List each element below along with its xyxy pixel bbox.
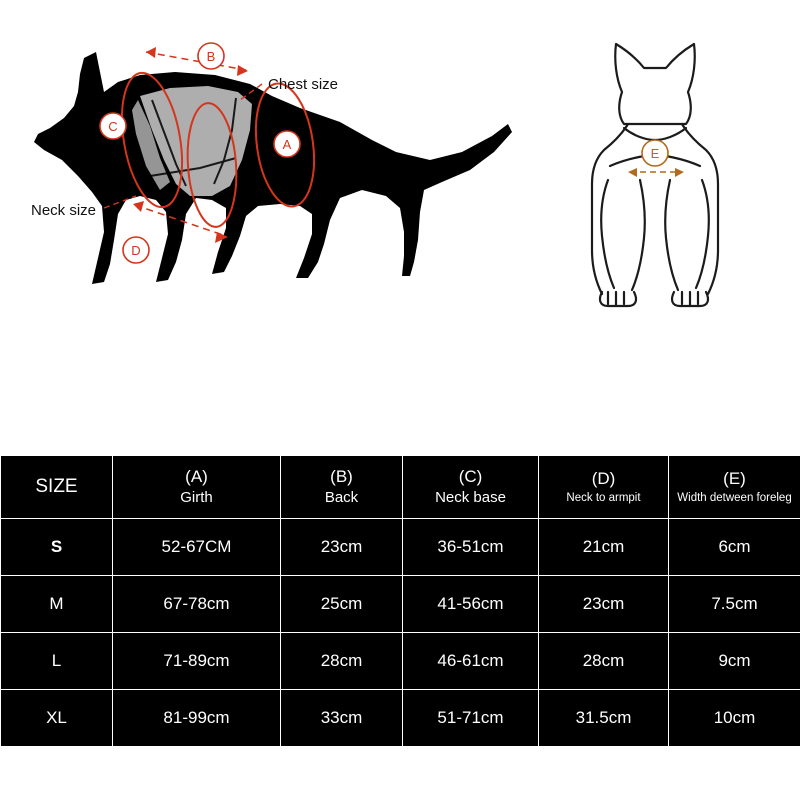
neck-size-callout: Neck size — [31, 202, 97, 219]
chest-size-callout: Chest size — [268, 76, 339, 93]
table-body — [1, 519, 800, 747]
marker-b — [198, 43, 224, 69]
cell-neck-base: 41-56cm — [403, 576, 539, 633]
header-cell-c — [403, 456, 539, 519]
header-a-name: Girth — [180, 489, 213, 507]
cell-back: 25cm — [281, 576, 403, 633]
header-cell-d — [539, 456, 669, 519]
size-table — [0, 455, 800, 747]
header-c-name: Neck base — [435, 489, 506, 507]
arrow-head-b-left — [146, 47, 156, 58]
cell-width-between-foreleg: 7.5cm — [669, 576, 800, 633]
row-size-label: S — [1, 519, 113, 576]
header-size-label: SIZE — [35, 476, 78, 498]
marker-e — [642, 140, 668, 166]
header-d-code: (D) — [591, 469, 616, 489]
cell-width-between-foreleg: 10cm — [669, 690, 800, 747]
table-row — [1, 576, 800, 633]
header-cell-e — [669, 456, 800, 519]
marker-d — [123, 237, 149, 263]
marker-a — [274, 131, 300, 157]
row-size-label: L — [1, 633, 113, 690]
row-size-label: M — [1, 576, 113, 633]
cell-width-between-foreleg: 9cm — [669, 633, 800, 690]
svg-text:B: B — [206, 49, 216, 64]
cell-neck-base: 36-51cm — [403, 519, 539, 576]
cell-girth: 52-67CM — [113, 519, 281, 576]
cell-neck-to-armpit: 23cm — [539, 576, 669, 633]
table-row — [1, 519, 800, 576]
arrow-head-d-left — [133, 201, 144, 212]
cell-width-between-foreleg: 6cm — [669, 519, 800, 576]
header-b-code: (B) — [330, 467, 353, 486]
header-c-code: (C) — [458, 467, 483, 486]
cell-back: 28cm — [281, 633, 403, 690]
measure-arrow-b — [146, 52, 246, 70]
row-size-label: XL — [1, 690, 113, 747]
svg-text:C: C — [108, 119, 118, 134]
svg-text:D: D — [131, 243, 141, 258]
cell-girth: 81-99cm — [113, 690, 281, 747]
cell-neck-to-armpit: 21cm — [539, 519, 669, 576]
cell-neck-to-armpit: 31.5cm — [539, 690, 669, 747]
header-d-name: Neck to armpit — [566, 492, 641, 505]
cell-back: 23cm — [281, 519, 403, 576]
cell-girth: 71-89cm — [113, 633, 281, 690]
header-cell-b — [281, 456, 403, 519]
table-row — [1, 633, 800, 690]
header-cell-a — [113, 456, 281, 519]
svg-text:A: A — [282, 137, 292, 152]
arrow-head-b-right — [237, 65, 248, 76]
marker-c — [100, 113, 126, 139]
cell-back: 33cm — [281, 690, 403, 747]
header-b-name: Back — [324, 489, 359, 507]
cell-neck-base: 51-71cm — [403, 690, 539, 747]
header-a-code: (A) — [185, 467, 208, 486]
cell-neck-to-armpit: 28cm — [539, 633, 669, 690]
header-e-code: (E) — [723, 469, 746, 489]
table-header-row — [1, 456, 800, 519]
table-row — [1, 690, 800, 747]
header-e-name: Width detween foreleg — [677, 492, 792, 505]
header-cell-size — [1, 456, 113, 519]
cell-neck-base: 46-61cm — [403, 633, 539, 690]
svg-text:E: E — [650, 146, 660, 161]
cell-girth: 67-78cm — [113, 576, 281, 633]
table-header — [1, 456, 800, 519]
